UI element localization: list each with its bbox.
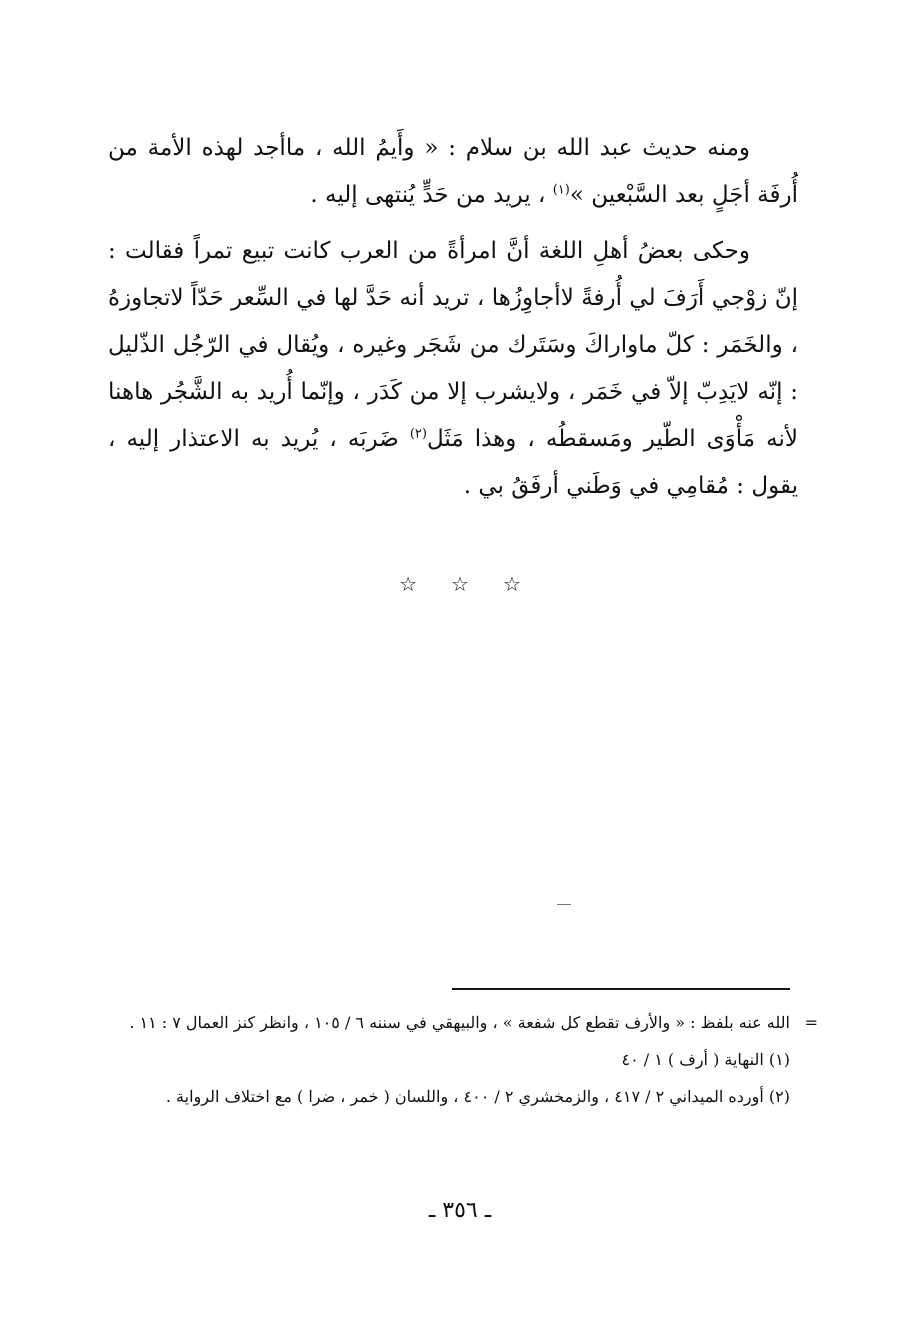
star-icon: ☆ — [502, 572, 521, 596]
continuation-text: الله عنه بلفظ : « والأرف تقطع كل شفعة » ، والبيهقي في سننه ٦ / ١٠٥ ، وانظر كنز العمال ٧ : ١١ . — [129, 1013, 790, 1032]
section-separator — [0, 572, 920, 596]
footnote-ref-1: (١) — [552, 182, 570, 198]
paragraph-2 — [108, 228, 798, 510]
print-mark — [557, 904, 571, 905]
paragraph-1 — [108, 125, 798, 219]
continuation-marker: = — [804, 1013, 818, 1032]
page-number: ـ ٣٥٦ ـ — [428, 1198, 492, 1223]
footnote-divider — [452, 988, 790, 990]
footnote-2: (٢) أورده الميداني ٢ / ٤١٧ ، والزمخشري ٢ / ٤٠٠ ، واللسان ( خمر ، ضرا ) مع اختلاف الرواية . — [165, 1087, 790, 1106]
footnote-continuation — [112, 1004, 818, 1041]
footnotes — [112, 1004, 818, 1115]
footnote-1: (١) النهاية ( أرف ) ١ / ٤٠ — [621, 1050, 790, 1069]
paragraph-1-text: ومنه حديث عبد الله بن سلام : « وأَيمُ الله ، ماأجد لهذه الأمة من أُرفَة أجَلٍ بعد السَّبْعين » — [108, 135, 798, 208]
star-icon: ☆ — [399, 572, 418, 596]
star-icon: ☆ — [451, 572, 469, 596]
footnote-ref-2: (٢) — [409, 426, 427, 442]
main-text — [108, 125, 798, 510]
paragraph-2-text: وحكى بعضُ أهلِ اللغة أنَّ امرأةً من العرب كانت تبيع تمراً فقالت : إنّ زوْجي أَرَفَ لي أُرفةً لاأجاوِزُها ، تريد أنه حَدَّ لها في السِّعر حَدّاً لاتجاوزهُ ، والخَمَر : كلّ ماواراكَ وسَتَرك من شَجَر وغيره ، ويُقال في الرّجُل الذّليل : إنّه لايَدِبّ إلاّ في خَمَر ، ولايشرب إلا من كَدَر ، وإنّما أُريد به الشَّجُر هاهنا لأنه مَأْوَى الطّير ومَسقطُه ، وهذا مَثَل — [108, 238, 798, 452]
paragraph-2-text-end: ضَربَه ، يُريد به الاعتذار إليه ، يقول : مُقامِي في وَطَني أرفَقُ بي . — [108, 426, 798, 499]
paragraph-1-text-end: ، يريد من حَدٍّ يُنتهى إليه . — [310, 182, 553, 208]
